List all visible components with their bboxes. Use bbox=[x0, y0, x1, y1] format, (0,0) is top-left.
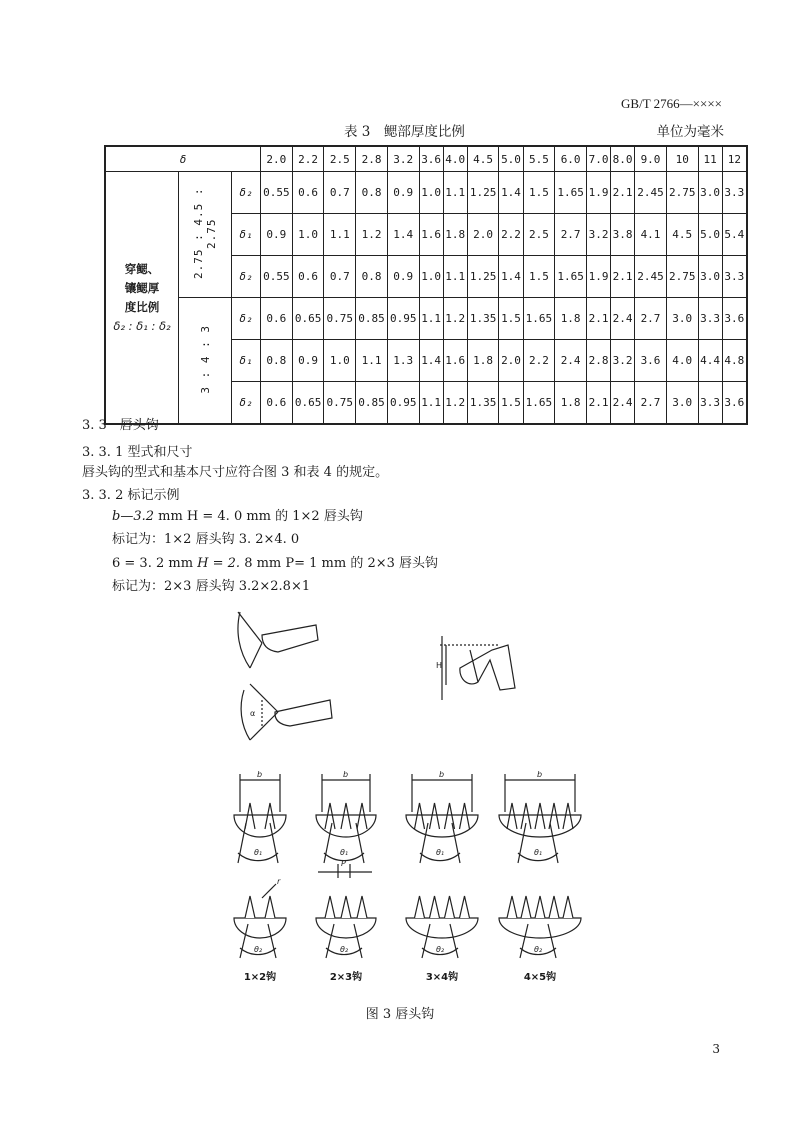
table-cell: 2.7 bbox=[635, 382, 667, 425]
table-cell: 0.9 bbox=[261, 214, 293, 256]
table-cell: 1.2 bbox=[443, 298, 467, 340]
table-cell: 4.8 bbox=[722, 340, 747, 382]
column-header: 8.0 bbox=[611, 146, 635, 172]
hook-type-label: 4×5钩 bbox=[523, 972, 557, 983]
standard-number: GB/T 2766—×××× bbox=[621, 96, 722, 111]
table-cell: 2.5 bbox=[523, 214, 555, 256]
table-cell: 3.2 bbox=[586, 214, 610, 256]
column-header: 2.2 bbox=[292, 146, 324, 172]
column-header: 7.0 bbox=[586, 146, 610, 172]
table-cell: 0.95 bbox=[387, 298, 419, 340]
example-1-marking: 标记为：1×2 唇头钩 3. 2×4. 0 bbox=[112, 532, 300, 547]
column-header: 2.8 bbox=[356, 146, 388, 172]
b-label: b bbox=[257, 770, 263, 779]
table-cell: 3.0 bbox=[698, 256, 722, 298]
table-cell: 1.0 bbox=[419, 256, 443, 298]
delta-header: δ bbox=[105, 146, 261, 172]
h-label: H bbox=[436, 661, 443, 670]
table-cell: 4.1 bbox=[635, 214, 667, 256]
subsection-heading-marking: 3. 3. 2 标记示例 bbox=[82, 488, 180, 503]
table-cell: 0.9 bbox=[387, 172, 419, 214]
p-label: P bbox=[341, 859, 346, 868]
alpha-label: α bbox=[250, 709, 256, 718]
table-cell: 0.75 bbox=[324, 298, 356, 340]
table-cell: 1.1 bbox=[419, 382, 443, 425]
table-cell: 1.8 bbox=[555, 298, 587, 340]
table-cell: 0.9 bbox=[292, 340, 324, 382]
table-cell: 2.1 bbox=[611, 172, 635, 214]
column-header: 2.0 bbox=[261, 146, 293, 172]
theta2-label: θ₂ bbox=[436, 945, 445, 954]
table-cell: 2.75 bbox=[666, 172, 698, 214]
group-label-line: 度比例 bbox=[124, 299, 160, 314]
column-header: 3.6 bbox=[419, 146, 443, 172]
table-cell: 1.8 bbox=[467, 340, 499, 382]
table-cell: 2.4 bbox=[555, 340, 587, 382]
table-cell: 2.4 bbox=[611, 382, 635, 425]
table-cell: 1.4 bbox=[499, 256, 523, 298]
table-cell: 3.0 bbox=[698, 172, 722, 214]
hook-type-label: 1×2钩 bbox=[243, 972, 277, 983]
theta2-label: θ₂ bbox=[254, 945, 263, 954]
delta-symbol: δ₂ bbox=[232, 298, 261, 340]
column-header: 9.0 bbox=[635, 146, 667, 172]
column-header: 6.0 bbox=[555, 146, 587, 172]
table-cell: 1.1 bbox=[356, 340, 388, 382]
example-2-marking: 标记为：2×3 唇头钩 3.2×2.8×1 bbox=[112, 579, 311, 594]
table-cell: 3.3 bbox=[698, 382, 722, 425]
table-cell: 2.45 bbox=[635, 256, 667, 298]
table-cell: 1.65 bbox=[523, 382, 555, 425]
subsection-text-form: 唇头钩的型式和基本尺寸应符合图 3 和表 4 的规定。 bbox=[82, 465, 389, 480]
table-cell: 2.8 bbox=[586, 340, 610, 382]
table-cell: 0.75 bbox=[324, 382, 356, 425]
table-cell: 0.65 bbox=[292, 382, 324, 425]
table-cell: 0.55 bbox=[261, 256, 293, 298]
column-header: 4.5 bbox=[467, 146, 499, 172]
table-cell: 1.65 bbox=[555, 256, 587, 298]
example-1-rest: mm H = 4. 0 mm 的 1×2 唇头钩 bbox=[154, 509, 363, 524]
table-cell: 0.8 bbox=[356, 256, 388, 298]
table-cell: 0.95 bbox=[387, 382, 419, 425]
table-cell: 0.6 bbox=[261, 298, 293, 340]
table-cell: 1.0 bbox=[324, 340, 356, 382]
table-cell: 1.65 bbox=[523, 298, 555, 340]
table-cell: 4.0 bbox=[666, 340, 698, 382]
table-cell: 3.6 bbox=[722, 298, 747, 340]
table-cell: 0.6 bbox=[292, 256, 324, 298]
table-cell: 2.75 bbox=[666, 256, 698, 298]
table-cell: 3.3 bbox=[698, 298, 722, 340]
table-cell: 1.4 bbox=[499, 172, 523, 214]
table-cell: 1.1 bbox=[324, 214, 356, 256]
table-cell: 3.3 bbox=[722, 172, 747, 214]
ratio-value: 3 : 4 : 3 bbox=[198, 324, 212, 394]
table-cell: 2.45 bbox=[635, 172, 667, 214]
delta-symbol: δ₂ bbox=[232, 256, 261, 298]
table-cell: 2.2 bbox=[523, 340, 555, 382]
table-cell: 4.4 bbox=[698, 340, 722, 382]
table-cell: 1.1 bbox=[443, 172, 467, 214]
table-cell: 2.1 bbox=[586, 382, 610, 425]
example-2-rest: 8 mm P= 1 mm 的 2×3 唇头钩 bbox=[240, 556, 439, 571]
b-label: b bbox=[343, 770, 349, 779]
table-cell: 1.4 bbox=[387, 214, 419, 256]
table-cell: 0.55 bbox=[261, 172, 293, 214]
theta1-label: θ₁ bbox=[534, 848, 543, 857]
figure-caption: 图 3 唇头钩 bbox=[365, 1007, 435, 1022]
table-cell: 1.5 bbox=[523, 172, 555, 214]
table-caption: 表 3 鳃部厚度比例 bbox=[344, 124, 465, 140]
table-cell: 2.0 bbox=[467, 214, 499, 256]
hook-type-label: 2×3钩 bbox=[329, 972, 363, 983]
table-cell: 1.3 bbox=[387, 340, 419, 382]
table-cell: 0.6 bbox=[292, 172, 324, 214]
table-cell: 1.2 bbox=[356, 214, 388, 256]
table-cell: 2.0 bbox=[499, 340, 523, 382]
table-cell: 0.8 bbox=[356, 172, 388, 214]
column-header: 2.5 bbox=[324, 146, 356, 172]
r-label: r bbox=[277, 877, 281, 886]
table-cell: 1.65 bbox=[555, 172, 587, 214]
b-label: b bbox=[439, 770, 445, 779]
table-cell: 1.5 bbox=[499, 298, 523, 340]
example-1-prefix: b—3.2 bbox=[112, 509, 154, 524]
table-cell: 3.3 bbox=[722, 256, 747, 298]
table-cell: 3.0 bbox=[666, 382, 698, 425]
table-cell: 0.65 bbox=[292, 298, 324, 340]
column-header: 10 bbox=[666, 146, 698, 172]
table-cell: 1.0 bbox=[292, 214, 324, 256]
table-cell: 3.6 bbox=[722, 382, 747, 425]
delta-symbol: δ₂ bbox=[232, 382, 261, 425]
theta2-label: θ₂ bbox=[534, 945, 543, 954]
column-header: 12 bbox=[722, 146, 747, 172]
table-cell: 5.0 bbox=[698, 214, 722, 256]
table-unit: 单位为毫米 bbox=[656, 124, 724, 140]
group-label-line: 穿鳃、 bbox=[124, 261, 160, 276]
table-cell: 1.8 bbox=[555, 382, 587, 425]
example-2-prefix: 6 = 3. 2 mm bbox=[112, 556, 198, 571]
table-cell: 1.35 bbox=[467, 382, 499, 425]
column-header: 11 bbox=[698, 146, 722, 172]
table-cell: 2.1 bbox=[611, 256, 635, 298]
table-cell: 0.9 bbox=[387, 256, 419, 298]
table-cell: 3.6 bbox=[635, 340, 667, 382]
table-cell: 1.6 bbox=[419, 214, 443, 256]
table-cell: 5.4 bbox=[722, 214, 747, 256]
hook-type-label: 3×4钩 bbox=[425, 972, 459, 983]
table-cell: 3.2 bbox=[611, 340, 635, 382]
table-cell: 1.35 bbox=[467, 298, 499, 340]
table-cell: 1.25 bbox=[467, 256, 499, 298]
table-cell: 0.85 bbox=[356, 298, 388, 340]
table-cell: 2.7 bbox=[555, 214, 587, 256]
table-cell: 1.0 bbox=[419, 172, 443, 214]
delta-symbol: δ₁ bbox=[232, 214, 261, 256]
theta1-label: θ₁ bbox=[436, 848, 445, 857]
table-cell: 1.9 bbox=[586, 172, 610, 214]
page-number: 3 bbox=[712, 1042, 720, 1056]
table-cell: 0.8 bbox=[261, 340, 293, 382]
column-header: 3.2 bbox=[387, 146, 419, 172]
table-cell: 1.8 bbox=[443, 214, 467, 256]
table-cell: 1.5 bbox=[499, 382, 523, 425]
delta-symbol: δ₂ bbox=[232, 172, 261, 214]
table-cell: 1.2 bbox=[443, 382, 467, 425]
table-cell: 0.7 bbox=[324, 256, 356, 298]
table-cell: 1.1 bbox=[419, 298, 443, 340]
group-label-line: 镶鳃厚 bbox=[124, 280, 160, 295]
column-header: 5.0 bbox=[499, 146, 523, 172]
table-cell: 2.4 bbox=[611, 298, 635, 340]
ratio-symbol: δ₂ : δ₁ : δ₂ bbox=[113, 318, 171, 333]
table-cell: 0.85 bbox=[356, 382, 388, 425]
theta1-label: θ₁ bbox=[254, 848, 263, 857]
table-cell: 3.8 bbox=[611, 214, 635, 256]
table-cell: 2.2 bbox=[499, 214, 523, 256]
subsection-heading-form: 3. 3. 1 型式和尺寸 bbox=[82, 445, 193, 460]
table-cell: 2.7 bbox=[635, 298, 667, 340]
table-cell: 1.9 bbox=[586, 256, 610, 298]
example-2-h: H = 2. bbox=[197, 556, 241, 571]
table-cell: 3.0 bbox=[666, 298, 698, 340]
theta1-label: θ₁ bbox=[340, 848, 349, 857]
table-cell: 4.5 bbox=[666, 214, 698, 256]
ratio-value: 2.75 : 4.5 : 2.75 bbox=[192, 187, 218, 279]
table-cell: 1.5 bbox=[523, 256, 555, 298]
delta-symbol: δ₁ bbox=[232, 340, 261, 382]
table-cell: 1.25 bbox=[467, 172, 499, 214]
column-header: 5.5 bbox=[523, 146, 555, 172]
table-cell: 2.1 bbox=[586, 298, 610, 340]
table-cell: 1.6 bbox=[443, 340, 467, 382]
table-cell: 1.1 bbox=[443, 256, 467, 298]
table-cell: 0.7 bbox=[324, 172, 356, 214]
table-cell: 1.4 bbox=[419, 340, 443, 382]
theta2-label: θ₂ bbox=[340, 945, 349, 954]
column-header: 4.0 bbox=[443, 146, 467, 172]
section-heading: 3. 3 唇头钩 bbox=[82, 418, 159, 433]
table-cell: 0.6 bbox=[261, 382, 293, 425]
b-label: b bbox=[537, 770, 543, 779]
